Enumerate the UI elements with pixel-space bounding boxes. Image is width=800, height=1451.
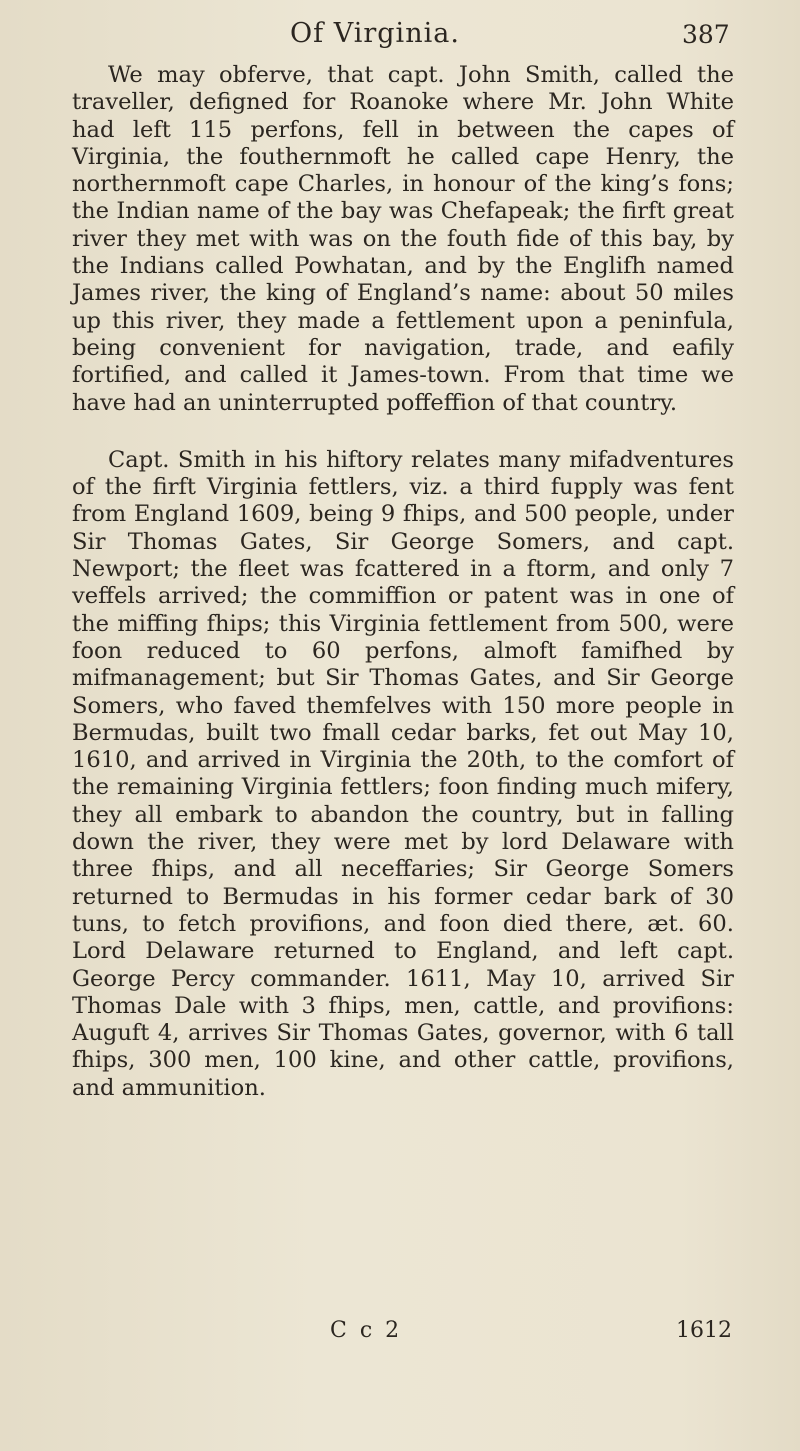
paragraph-1: We may obferve, that capt. John Smith, called the traveller, defigned for Roanoke where Mr. John White had left 115 perfons, fell in between the capes of Virginia, the fouthernmoft he called cape Henry, the northernmoft cape Charles, in honour of the king’s fons; the Indian name of the bay was Chefapeak; the firft great river they met with was on the fouth fide of this bay, by the Indians called Powhatan, and by the Englifh named James river, the king of England’s name: about 50 miles up this river, they made a fettlement upon a peninfula, being convenient for navigation, trade, and eafily fortified, and called it James-town. From that time we have had an uninterrupted poffeffion of that country. — [72, 62, 734, 416]
running-head: Of Virginia. — [290, 18, 460, 49]
paragraph-2: Capt. Smith in his hiftory relates many mifadventures of the firft Virginia fettlers, viz. a third fupply was fent from England 1609, being 9 fhips, and 500 people, under Sir Thomas Gates, Sir George Somers, and capt. Newport; the fleet was fcattered in a ftorm, and only 7 veffels arrived; the commiffion or patent was in one of the miffing fhips; this Virginia fettlement from 500, were foon reduced to 60 perfons, almoft famifhed by mifmanagement; but Sir Thomas Gates, and Sir George Somers, who faved themfelves with 150 more people in Bermudas, built two fmall cedar barks, fet out May 10, 1610, and arrived in Virginia the 20th, to the comfort of the remaining Virginia fettlers; foon finding much mifery, they all embark to abandon the country, but in falling down the river, they were met by lord Delaware with three fhips, and all neceffaries; Sir George Somers returned to Bermudas in his former cedar bark of 30 tuns, to fetch provifions, and foon died there, æt. 60. Lord Delaware returned to England, and left capt. George Percy commander. 1611, May 10, arrived Sir Thomas Dale with 3 fhips, men, cattle, and provifions: Auguft 4, arrives Sir Thomas Gates, governor, with 6 tall fhips, 300 men, 100 kine, and other cattle, provifions, and ammunition. — [72, 446, 734, 1101]
page-body — [72, 62, 734, 1102]
catchword: 1612 — [676, 1318, 732, 1343]
page-number: 387 — [682, 20, 730, 49]
page-header — [0, 18, 800, 58]
page-footer — [0, 1318, 800, 1350]
signature-mark: C c 2 — [330, 1318, 403, 1343]
